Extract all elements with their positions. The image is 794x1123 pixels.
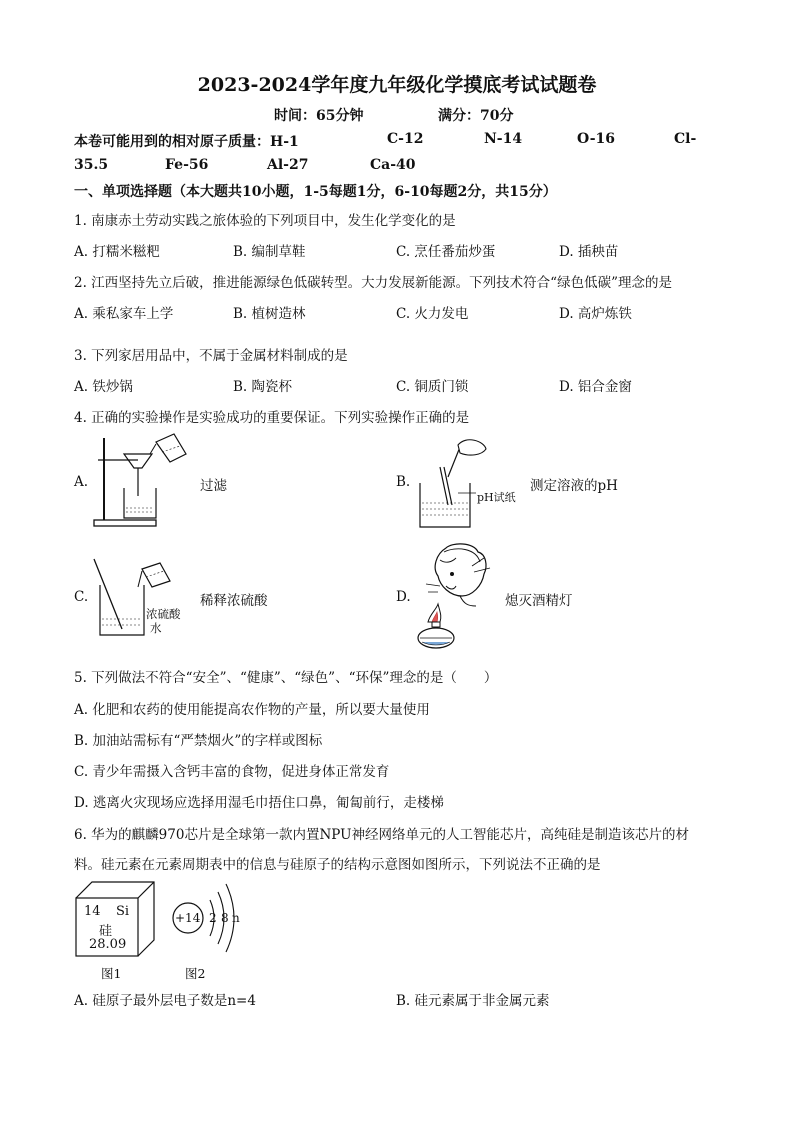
mass-fe: Fe-56 <box>165 157 209 173</box>
element-mass: 28.09 <box>89 937 127 952</box>
q4-option-a-label: 过滤 <box>200 478 227 494</box>
mass-cl: Cl- <box>674 131 697 147</box>
q1-option-a[interactable]: A. 打糯米糍粑 <box>74 244 160 260</box>
concentrated-acid-label: 浓硫酸 <box>146 607 181 621</box>
q3-option-d[interactable]: D. 铝合金窗 <box>559 379 632 395</box>
exam-title: 2023-2024学年度九年级化学摸底考试试题卷 <box>197 74 597 96</box>
q5-option-c[interactable]: C. 青少年需摄入含钙丰富的食物，促进身体正常发育 <box>74 764 390 780</box>
ph-paper-label: pH试纸 <box>477 491 516 504</box>
shell-2-electrons: 8 <box>221 911 229 925</box>
water-label: 水 <box>150 621 162 635</box>
mass-cl-value: 35.5 <box>74 157 109 173</box>
q2-option-b[interactable]: B. 植树造林 <box>233 306 306 322</box>
mass-ca: Ca-40 <box>370 157 416 173</box>
mass-al: Al-27 <box>267 157 309 173</box>
mass-n: N-14 <box>484 131 523 147</box>
mass-c: C-12 <box>387 131 424 147</box>
q4-option-b-label: 测定溶液的pH <box>530 478 618 494</box>
ph-test-image <box>414 437 530 531</box>
q6-stem-line2: 料。硅元素在元素周期表中的信息与硅原子的结构示意图如图所示，下列说法不正确的是 <box>74 857 601 873</box>
q4-option-a-letter[interactable]: A. <box>74 474 89 490</box>
q4-option-c-letter[interactable]: C. <box>74 589 89 605</box>
q2-stem: 2. 江西坚持先立后破，推进能源绿色低碳转型。大力发展新能源。下列技术符合“绿色低碳”理念的是 <box>74 275 672 291</box>
q1-option-d[interactable]: D. 插秧苗 <box>559 244 619 260</box>
figure-1-caption: 图1 <box>101 966 122 981</box>
q2-option-c[interactable]: C. 火力发电 <box>396 306 469 322</box>
mass-o: O-16 <box>577 131 616 147</box>
q4-option-d-letter[interactable]: D. <box>396 589 411 605</box>
q3-option-b[interactable]: B. 陶瓷杯 <box>233 379 293 395</box>
exam-time: 时间：65分钟 <box>274 108 364 124</box>
q4-option-d-label: 熄灭酒精灯 <box>505 593 573 609</box>
atomic-mass-label: 本卷可能用到的相对原子质量：H-1 <box>74 134 299 150</box>
q5-option-a[interactable]: A. 化肥和农药的使用能提高农作物的产量，所以要大量使用 <box>74 702 430 718</box>
q1-option-b[interactable]: B. 编制草鞋 <box>233 244 306 260</box>
shell-3-electrons: n <box>232 911 240 925</box>
q1-stem: 1. 南康赤土劳动实践之旅体验的下列项目中，发生化学变化的是 <box>74 213 456 229</box>
q3-option-c[interactable]: C. 铜质门锁 <box>396 379 469 395</box>
q1-option-c[interactable]: C. 烹任番茄炒蛋 <box>396 244 496 260</box>
q6-stem-line1: 6. 华为的麒麟970芯片是全球第一款内置NPU神经网络单元的人工智能芯片，高纯硅是制造该芯片的材 <box>74 827 689 843</box>
section-heading: 一、单项选择题（本大题共10小题，1-5每题1分，6-10每题2分，共15分） <box>74 184 557 200</box>
element-number: 14 <box>84 904 101 919</box>
q2-option-a[interactable]: A. 乘私家车上学 <box>74 306 174 322</box>
filtration-apparatus-image <box>90 432 200 532</box>
figure-2-caption: 图2 <box>185 966 206 981</box>
q4-stem: 4. 正确的实验操作是实验成功的重要保证。下列实验操作正确的是 <box>74 410 470 426</box>
blowing-out-lamp-image <box>416 542 506 654</box>
dilution-image <box>90 557 190 639</box>
q3-stem: 3. 下列家居用品中，不属于金属材料制成的是 <box>74 348 348 364</box>
element-name: 硅 <box>99 924 113 939</box>
q6-option-a[interactable]: A. 硅原子最外层电子数是n=4 <box>74 993 256 1009</box>
element-symbol: Si <box>116 904 130 919</box>
q6-option-b[interactable]: B. 硅元素属于非金属元素 <box>396 993 550 1009</box>
q5-option-b[interactable]: B. 加油站需标有“严禁烟火”的字样或图标 <box>74 733 323 749</box>
q5-stem: 5. 下列做法不符合“安全”、“健康”、“绿色”、“环保”理念的是（ ） <box>74 670 498 686</box>
exam-score: 满分：70分 <box>438 108 514 124</box>
shell-1-electrons: 2 <box>209 911 217 925</box>
q2-option-d[interactable]: D. 高炉炼铁 <box>559 306 632 322</box>
q4-option-c-label: 稀释浓硫酸 <box>200 593 268 609</box>
q4-option-b-letter[interactable]: B. <box>396 474 411 490</box>
q3-option-a[interactable]: A. 铁炒锅 <box>74 379 133 395</box>
q5-option-d[interactable]: D. 逃离火灾现场应选择用湿毛巾捂住口鼻，匍匐前行，走楼梯 <box>74 795 444 811</box>
nucleus-charge: +14 <box>175 911 201 925</box>
